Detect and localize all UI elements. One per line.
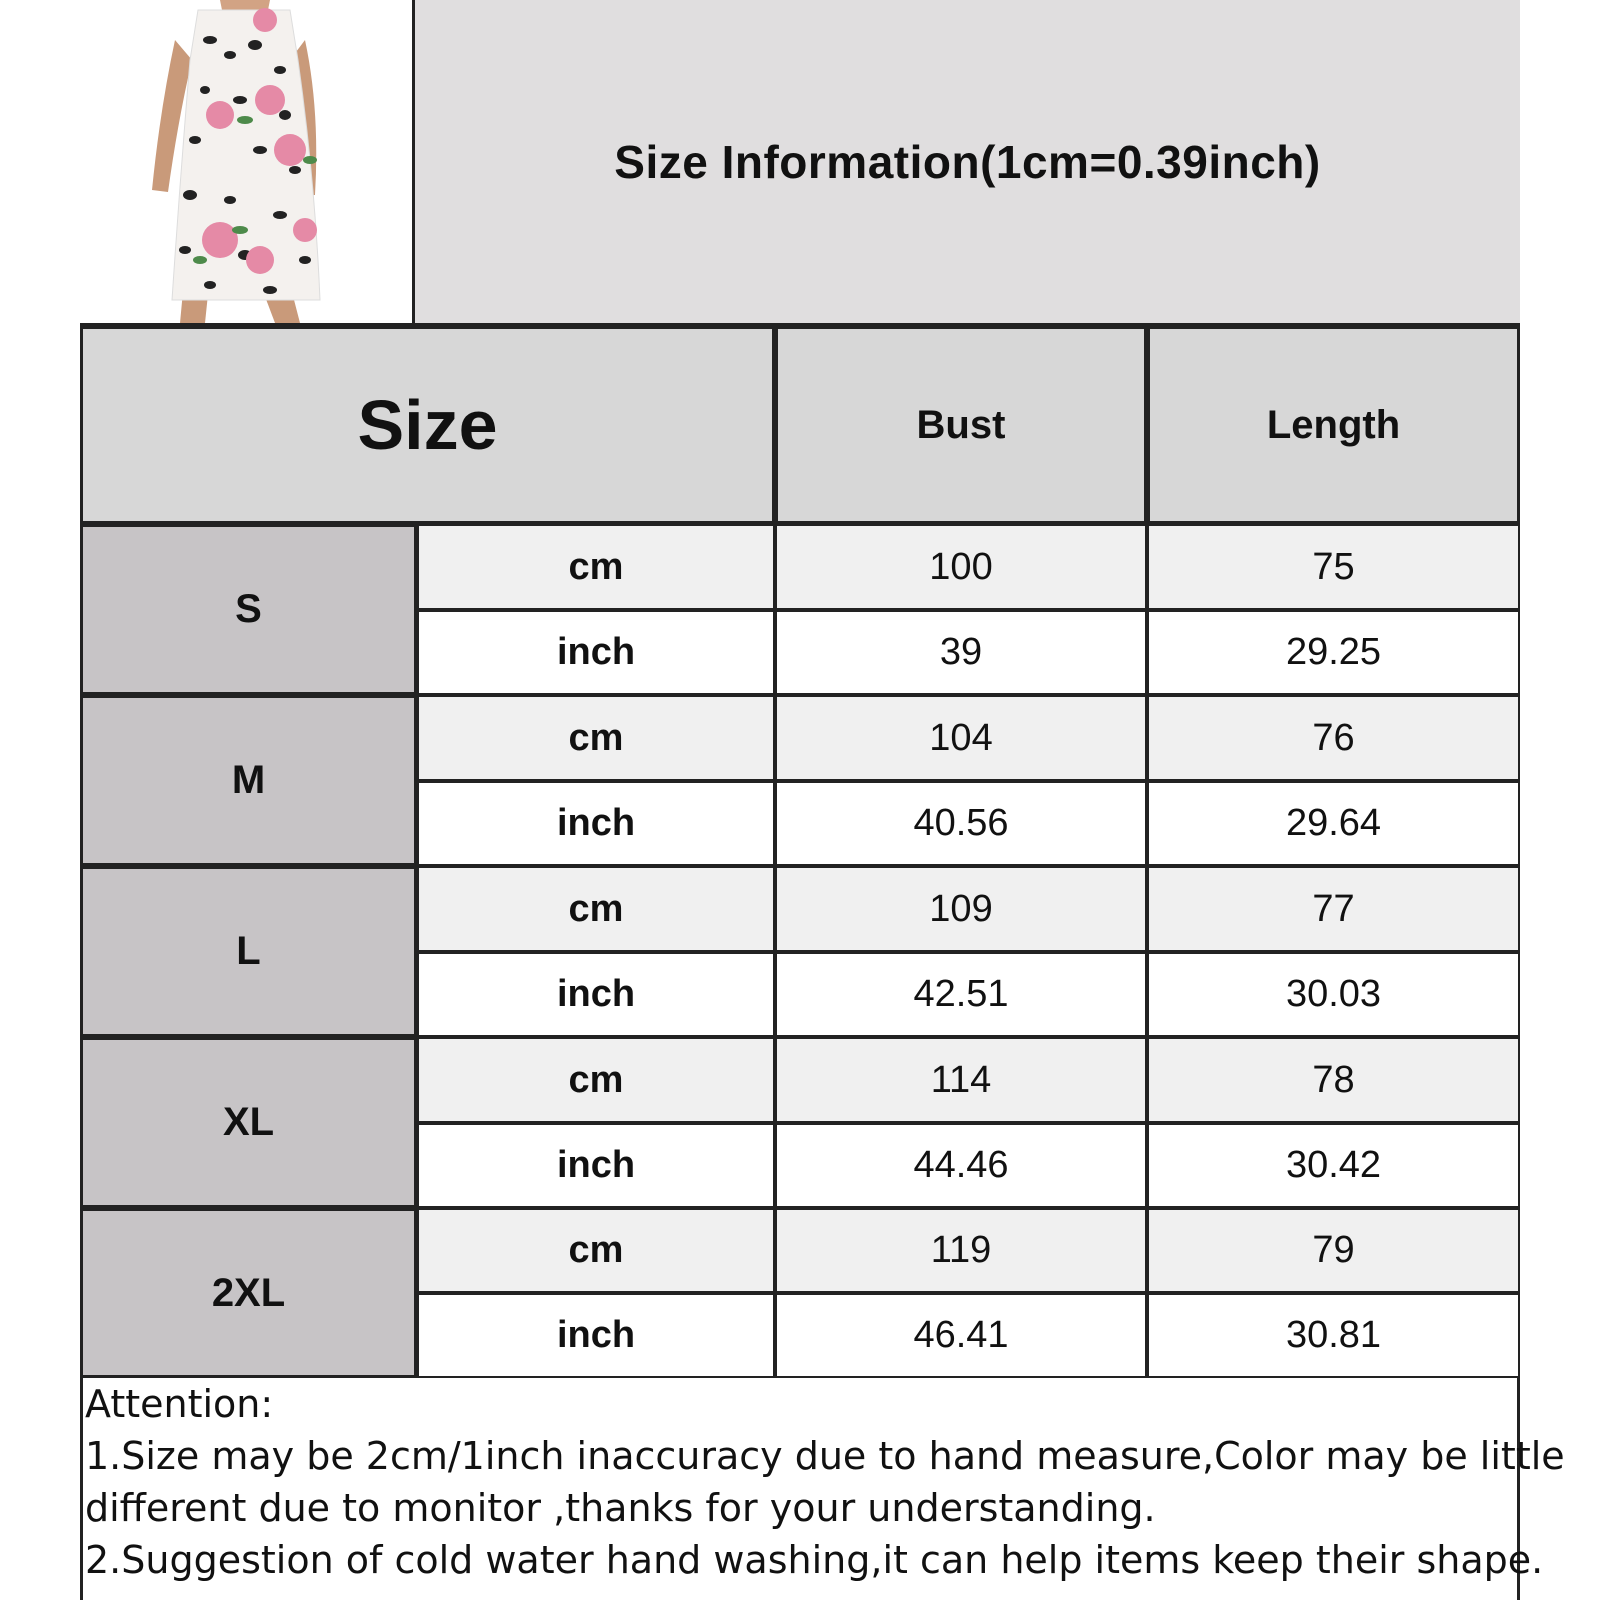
size-label-2xl: 2XL bbox=[80, 1208, 417, 1378]
size-information-title-box bbox=[415, 0, 1520, 326]
length-value: 75 bbox=[1147, 524, 1520, 610]
bust-value: 39 bbox=[775, 610, 1147, 695]
unit-cell: inch bbox=[417, 781, 775, 866]
length-value: 78 bbox=[1147, 1037, 1520, 1123]
unit-cell: cm bbox=[417, 524, 775, 610]
unit-cell: inch bbox=[417, 610, 775, 695]
attention-line: 2.Suggestion of cold water hand washing,it can help items keep their shape. bbox=[85, 1538, 1544, 1582]
bust-value: 44.46 bbox=[775, 1123, 1147, 1208]
unit-cell: cm bbox=[417, 1208, 775, 1293]
page-title: Size Information(1cm=0.39inch) bbox=[614, 135, 1321, 188]
bust-value: 109 bbox=[775, 866, 1147, 952]
size-label-m: M bbox=[80, 695, 417, 866]
bust-value: 104 bbox=[775, 695, 1147, 781]
unit-cell: cm bbox=[417, 866, 775, 952]
length-value: 30.03 bbox=[1147, 952, 1520, 1037]
bust-value: 42.51 bbox=[775, 952, 1147, 1037]
bust-value: 114 bbox=[775, 1037, 1147, 1123]
length-value: 29.25 bbox=[1147, 610, 1520, 695]
unit-cell: cm bbox=[417, 695, 775, 781]
size-label-xl: XL bbox=[80, 1037, 417, 1208]
length-value: 76 bbox=[1147, 695, 1520, 781]
bust-value: 119 bbox=[775, 1208, 1147, 1293]
size-label-l: L bbox=[80, 866, 417, 1037]
unit-cell: inch bbox=[417, 1293, 775, 1378]
attention-line: different due to monitor ,thanks for your understanding. bbox=[85, 1486, 1156, 1530]
length-value: 79 bbox=[1147, 1208, 1520, 1293]
attention-line: 1.Size may be 2cm/1inch inaccuracy due to hand measure,Color may be little bbox=[85, 1434, 1565, 1478]
size-column-header: Size bbox=[80, 326, 775, 524]
unit-cell: inch bbox=[417, 1123, 775, 1208]
length-value: 30.42 bbox=[1147, 1123, 1520, 1208]
bust-value: 46.41 bbox=[775, 1293, 1147, 1378]
length-value: 30.81 bbox=[1147, 1293, 1520, 1378]
bust-column-header: Bust bbox=[775, 326, 1147, 524]
bust-value: 100 bbox=[775, 524, 1147, 610]
dress-model-image bbox=[80, 0, 412, 323]
bust-value: 40.56 bbox=[775, 781, 1147, 866]
length-column-header: Length bbox=[1147, 326, 1520, 524]
size-label-s: S bbox=[80, 524, 417, 695]
length-value: 77 bbox=[1147, 866, 1520, 952]
unit-cell: cm bbox=[417, 1037, 775, 1123]
attention-notes bbox=[85, 1378, 1565, 1586]
attention-heading: Attention: bbox=[85, 1382, 274, 1426]
length-value: 29.64 bbox=[1147, 781, 1520, 866]
product-photo bbox=[80, 0, 415, 326]
unit-cell: inch bbox=[417, 952, 775, 1037]
